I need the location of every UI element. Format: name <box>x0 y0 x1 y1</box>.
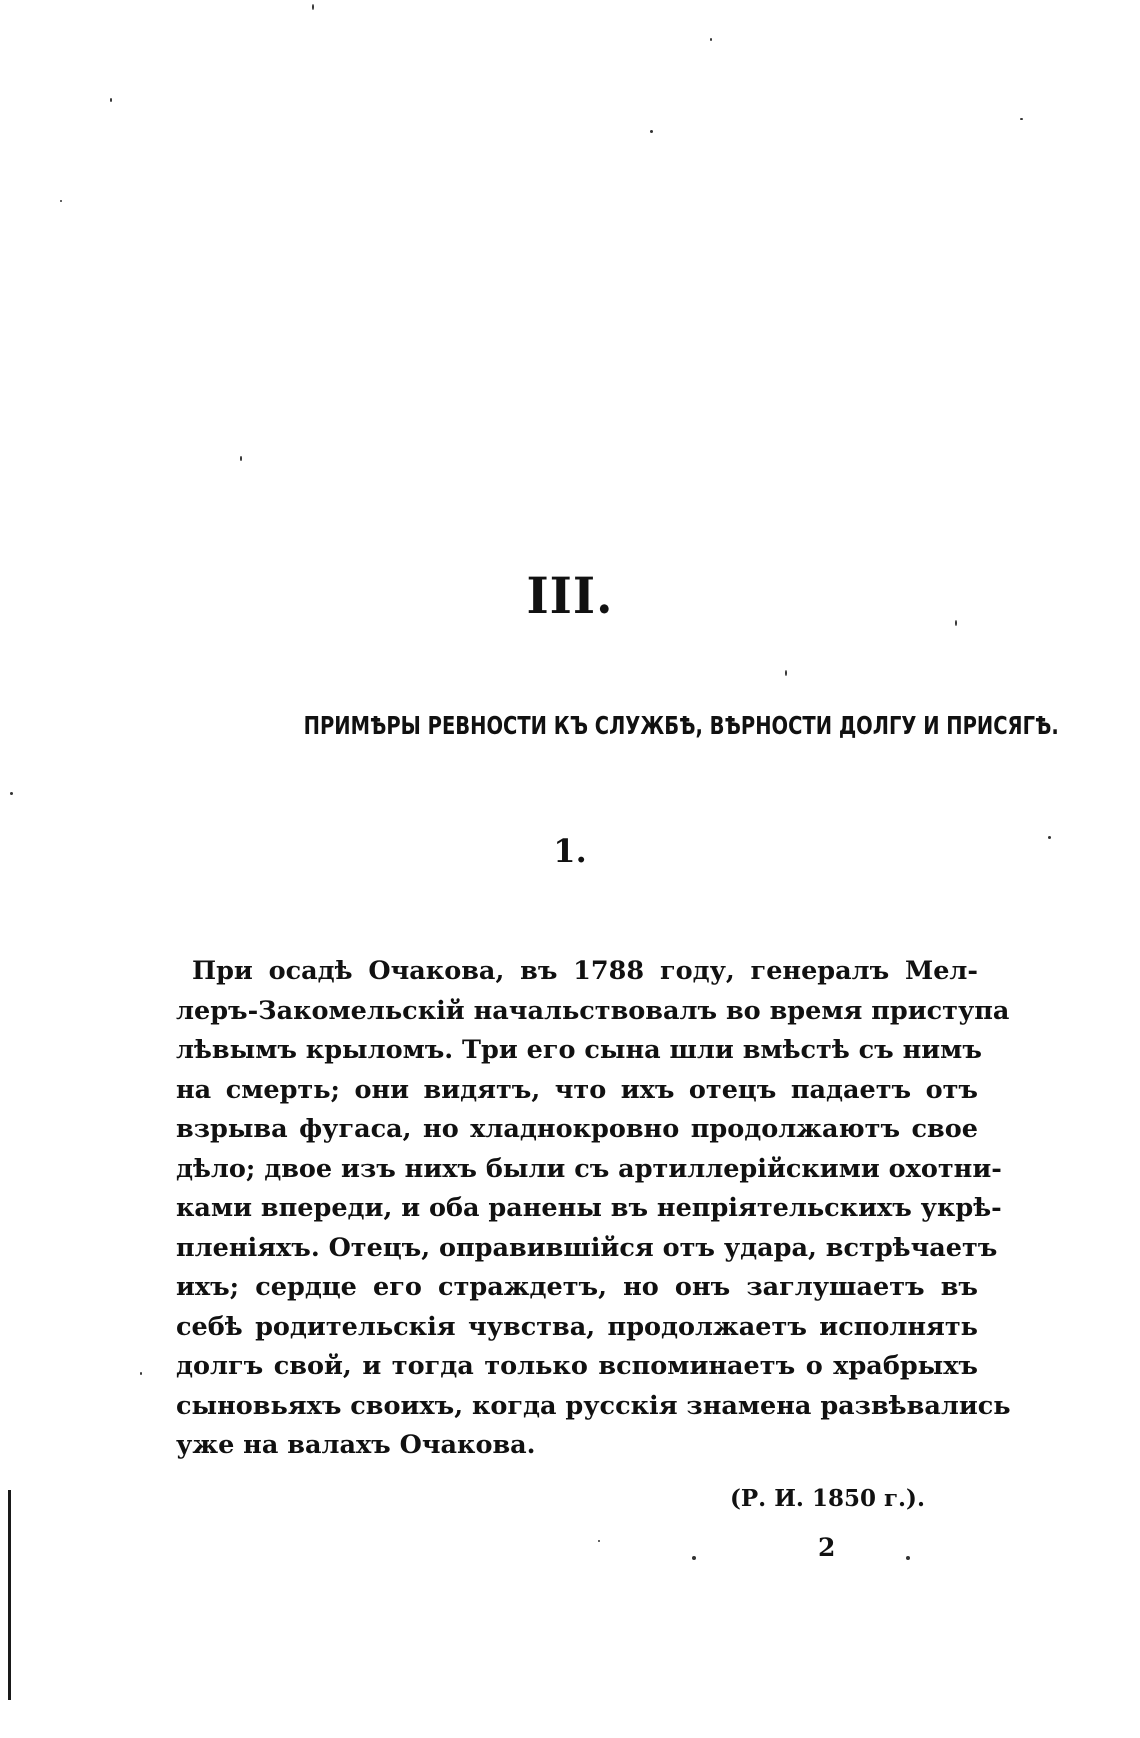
chapter-title: ПРИМѢРЫ РЕВНОСТИ КЪ СЛУЖБѢ, ВѢРНОСТИ ДОЛГУ И ПРИСЯГѢ. <box>303 711 1059 740</box>
body-line: на смерть; они видятъ, что ихъ отецъ падаетъ отъ <box>176 1074 978 1105</box>
source-citation: (Р. И. 1850 г.). <box>730 1485 925 1512</box>
scan-speck <box>906 1556 910 1560</box>
scan-speck <box>955 620 957 626</box>
body-line: долгъ свой, и тогда только вспоминаетъ о храбрыхъ <box>176 1351 978 1381</box>
scan-speck <box>312 4 314 10</box>
scan-speck <box>10 792 13 795</box>
scan-speck <box>140 1372 142 1375</box>
scan-speck <box>785 670 787 676</box>
scan-speck <box>1020 118 1023 120</box>
page-number: 2 <box>818 1533 836 1562</box>
body-line: ками впереди, и оба ранены въ непріятельскихъ укрѣ- <box>176 1193 1002 1223</box>
scan-speck <box>710 38 712 41</box>
scan-speck <box>692 1556 696 1560</box>
body-line: себѣ родительскія чувства, продолжаетъ исполнять <box>176 1311 978 1342</box>
body-line: сыновьяхъ своихъ, когда русскія знамена развѣвались <box>176 1390 1011 1421</box>
body-line: леръ-Закомельскій начальствовалъ во время приступа <box>176 995 1010 1026</box>
body-line: лѣвымъ крыломъ. Три его сына шли вмѣстѣ съ нимъ <box>176 1035 982 1065</box>
chapter-number: III. <box>526 566 614 625</box>
body-line: ихъ; сердце его страждетъ, но онъ заглушаетъ въ <box>176 1272 978 1302</box>
section-number: 1. <box>553 832 587 870</box>
scan-speck <box>1048 836 1051 839</box>
body-line: При осадѣ Очакова, въ 1788 году, генералъ Мел- <box>192 956 978 986</box>
body-line: пленіяхъ. Отецъ, оправившійся отъ удара, встрѣчаетъ <box>176 1232 998 1263</box>
body-line: дѣло; двое изъ нихъ были съ артиллерійскими охотни- <box>176 1153 1002 1184</box>
scan-speck <box>110 98 112 102</box>
scan-edge-mark <box>8 1490 11 1700</box>
body-line: уже на валахъ Очакова. <box>176 1430 536 1460</box>
scan-speck <box>60 200 62 202</box>
scan-speck <box>598 1540 600 1542</box>
scan-speck <box>650 130 653 133</box>
body-line: взрыва фугаса, но хладнокровно продолжаютъ свое <box>176 1114 978 1144</box>
body-paragraph <box>176 952 1011 1466</box>
scan-speck <box>240 456 242 461</box>
